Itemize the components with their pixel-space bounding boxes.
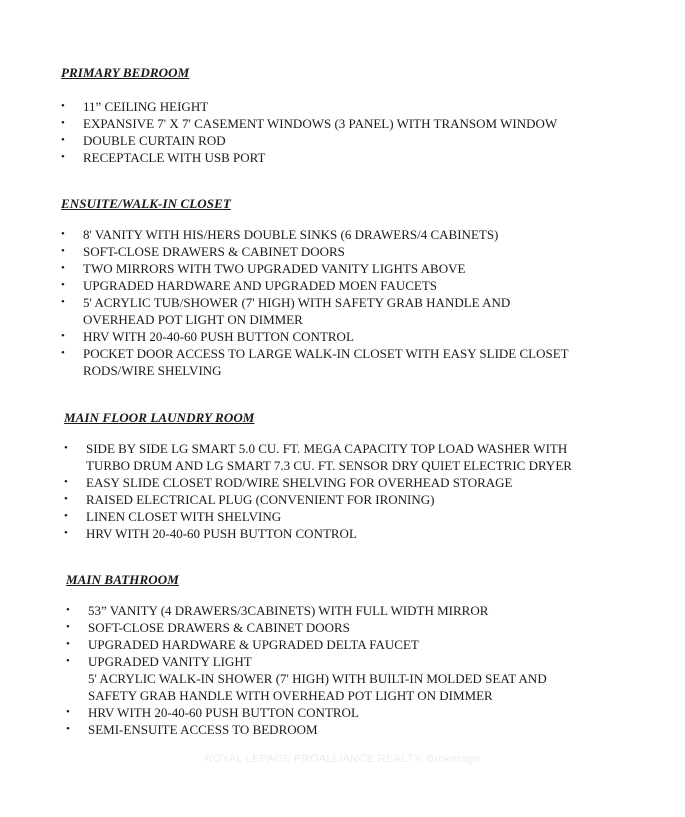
section-ensuite-walk-in-closet xyxy=(61,196,569,379)
list-item xyxy=(64,491,572,508)
list-item-text: 53” VANITY (4 DRAWERS/3CABINETS) WITH FULL WIDTH MIRROR xyxy=(88,603,489,618)
section-heading: PRIMARY BEDROOM xyxy=(61,65,190,80)
list-item-text: DOUBLE CURTAIN ROD xyxy=(83,133,226,148)
list-item xyxy=(61,328,569,345)
list-item xyxy=(64,474,572,491)
list-item-text: SOFT-CLOSE DRAWERS & CABINET DOORS xyxy=(88,620,350,635)
section-heading: MAIN FLOOR LAUNDRY ROOM xyxy=(64,410,255,425)
list-item-text: POCKET DOOR ACCESS TO LARGE WALK-IN CLOSET WITH EASY SLIDE CLOSET RODS/WIRE SHELVING xyxy=(83,346,569,378)
list-item-text: 5' ACRYLIC TUB/SHOWER (7' HIGH) WITH SAFETY GRAB HANDLE AND OVERHEAD POT LIGHT ON DIMMER xyxy=(83,295,511,327)
list-item xyxy=(66,704,547,721)
bullet-icon: • xyxy=(61,100,65,112)
bullet-icon: • xyxy=(64,476,68,488)
bullet-icon: • xyxy=(61,262,65,274)
bullet-icon: • xyxy=(61,347,65,359)
bullet-icon: • xyxy=(66,604,70,616)
list-item xyxy=(66,653,547,704)
list-item xyxy=(64,508,572,525)
list-item xyxy=(61,149,557,166)
list-item xyxy=(61,294,569,328)
bullet-icon: • xyxy=(64,527,68,539)
list-item-text: TWO MIRRORS WITH TWO UPGRADED VANITY LIGHTS ABOVE xyxy=(83,261,466,276)
list-item-text: EXPANSIVE 7' X 7' CASEMENT WINDOWS (3 PANEL) WITH TRANSOM WINDOW xyxy=(83,116,558,131)
list-item-text: UPGRADED HARDWARE AND UPGRADED MOEN FAUCETS xyxy=(83,278,438,293)
bullet-icon: • xyxy=(66,655,70,667)
list-item xyxy=(66,619,547,636)
list-item-text: SIDE BY SIDE LG SMART 5.0 CU. FT. MEGA CAPACITY TOP LOAD WASHER WITH TURBO DRUM AND LG SMART 7.3 CU. FT. SENSOR DRY QUIET ELECTRIC DRYER xyxy=(86,441,572,473)
bullet-icon: • xyxy=(61,279,65,291)
bullet-icon: • xyxy=(64,510,68,522)
bullet-icon: • xyxy=(61,117,65,129)
section-heading: MAIN BATHROOM xyxy=(66,572,179,587)
feature-list xyxy=(64,440,572,542)
list-item xyxy=(66,721,547,738)
section-primary-bedroom xyxy=(61,65,557,166)
bullet-icon: • xyxy=(61,151,65,163)
bullet-icon: • xyxy=(61,245,65,257)
list-item-text: RAISED ELECTRICAL PLUG (CONVENIENT FOR IRONING) xyxy=(86,492,435,507)
feature-list xyxy=(66,602,547,738)
list-item-text: HRV WITH 20-40-60 PUSH BUTTON CONTROL xyxy=(83,329,354,344)
list-item xyxy=(61,243,569,260)
list-item xyxy=(61,260,569,277)
brokerage-watermark: ROYAL LEPAGE PROALLIANCE REALTY, Brokerage xyxy=(204,753,481,765)
list-item xyxy=(61,226,569,243)
list-item xyxy=(66,636,547,653)
bullet-icon: • xyxy=(61,330,65,342)
list-item-text: 11” CEILING HEIGHT xyxy=(83,99,209,114)
section-main-floor-laundry-room xyxy=(64,410,572,542)
section-main-bathroom xyxy=(66,572,547,738)
list-item xyxy=(61,345,569,379)
list-item-text: 8' VANITY WITH HIS/HERS DOUBLE SINKS (6 DRAWERS/4 CABINETS) xyxy=(83,227,499,242)
bullet-icon: • xyxy=(64,442,68,454)
list-item-text: EASY SLIDE CLOSET ROD/WIRE SHELVING FOR OVERHEAD STORAGE xyxy=(86,475,513,490)
list-item-text: SOFT-CLOSE DRAWERS & CABINET DOORS xyxy=(83,244,345,259)
bullet-icon: • xyxy=(66,621,70,633)
list-item-text: HRV WITH 20-40-60 PUSH BUTTON CONTROL xyxy=(88,705,359,720)
bullet-icon: • xyxy=(66,638,70,650)
list-item-text: RECEPTACLE WITH USB PORT xyxy=(83,150,266,165)
feature-list xyxy=(61,226,569,379)
list-item xyxy=(64,440,572,474)
list-item xyxy=(61,132,557,149)
bullet-icon: • xyxy=(64,493,68,505)
list-item xyxy=(66,602,547,619)
list-item xyxy=(64,525,572,542)
bullet-icon: • xyxy=(61,134,65,146)
list-item xyxy=(61,277,569,294)
bullet-icon: • xyxy=(61,228,65,240)
list-item xyxy=(61,98,557,115)
bullet-icon: • xyxy=(61,296,65,308)
bullet-icon: • xyxy=(66,723,70,735)
feature-list xyxy=(61,98,557,166)
list-item-text: UPGRADED VANITY LIGHT 5' ACRYLIC WALK-IN SHOWER (7' HIGH) WITH BUILT-IN MOLDED SEAT AND SAFETY GRAB HANDLE WITH OVERHEAD POT LIGHT ON DIMMER xyxy=(88,654,547,703)
list-item-text: HRV WITH 20-40-60 PUSH BUTTON CONTROL xyxy=(86,526,357,541)
bullet-icon: • xyxy=(66,706,70,718)
section-heading: ENSUITE/WALK-IN CLOSET xyxy=(61,196,231,211)
list-item-text: UPGRADED HARDWARE & UPGRADED DELTA FAUCET xyxy=(88,637,419,652)
list-item xyxy=(61,115,557,132)
list-item-text: LINEN CLOSET WITH SHELVING xyxy=(86,509,282,524)
list-item-text: SEMI-ENSUITE ACCESS TO BEDROOM xyxy=(88,722,318,737)
